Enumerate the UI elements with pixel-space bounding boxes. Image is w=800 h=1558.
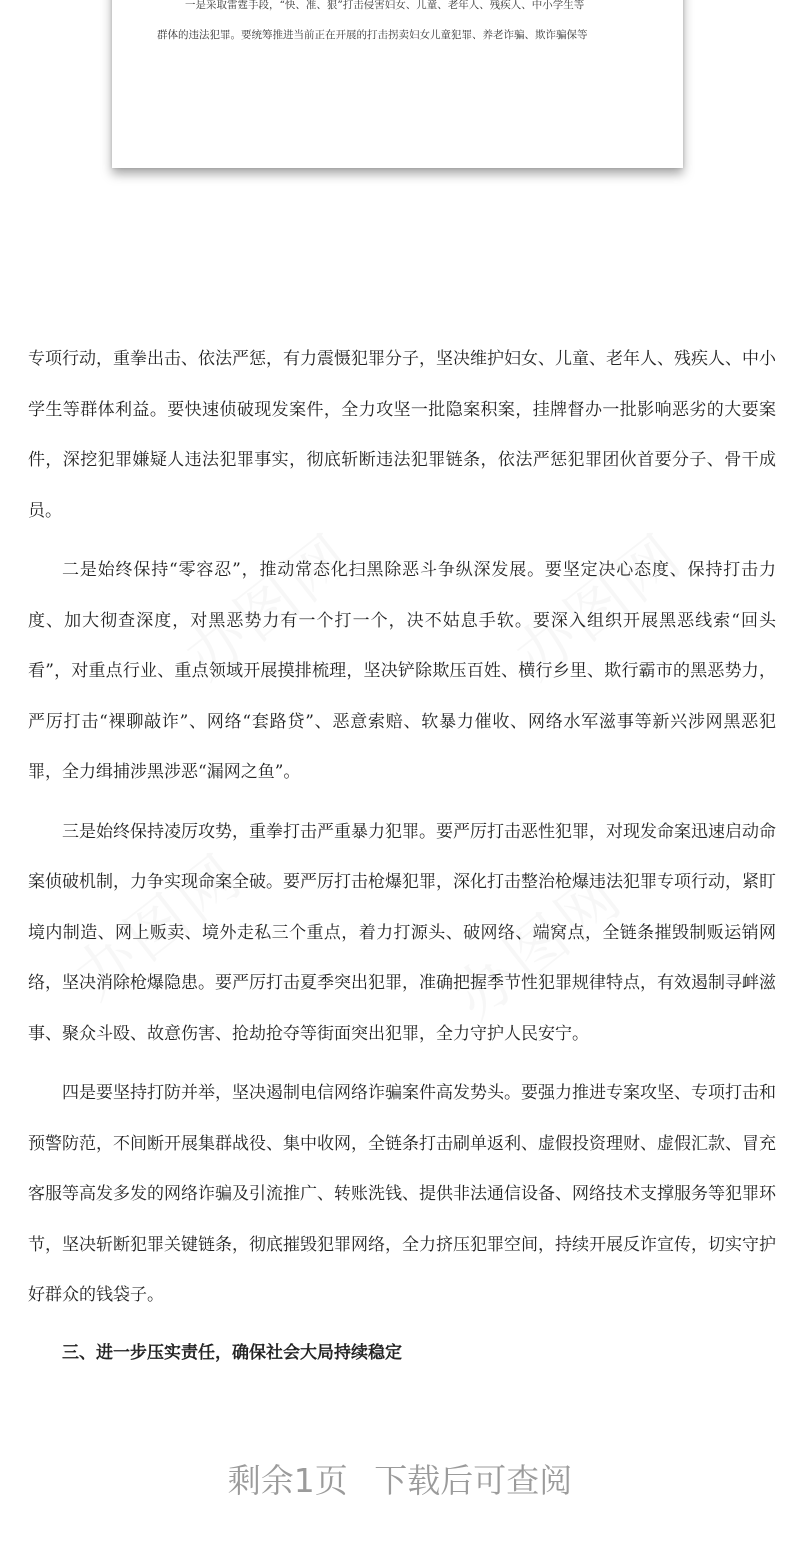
preview-text-line: 群体的违法犯罪。要统筹推进当前正在开展的打击拐卖妇女儿童犯罪、养老诈骗、欺诈骗保等: [157, 29, 588, 41]
paragraph-violent-crime: 三是始终保持凌厉攻势，重拳打击严重暴力犯罪。要严厉打击恶性犯罪，对现发命案迅速启动命案侦破机制，力争实现命案全破。要严厉打击枪爆犯罪，深化打击整治枪爆违法犯罪专项行动，紧盯境内制造、网上贩卖、境外走私三个重点，着力打源头、破网络、端窝点，全链条摧毁制贩运销网络，坚决消除枪爆隐患。要严厉打击夏季突出犯罪，准确把握季节性犯罪规律特点，有效遏制寻衅滋事、聚众斗殴、故意伤害、抢劫抢夺等街面突出犯罪，全力守护人民安宁。: [28, 821, 776, 1044]
paragraph-continuation: 专项行动，重拳出击、依法严惩，有力震慑犯罪分子，坚决维护妇女、儿童、老年人、残疾人、中小学生等群体利益。要快速侦破现发案件，全力攻坚一批隐案积案，挂牌督办一批影响恶劣的大要案件，深挖犯罪嫌疑人违法犯罪事实，彻底斩断违法犯罪链条，依法严惩犯罪团伙首要分子、骨干成员。: [28, 349, 776, 521]
watermark: 办图网: [61, 840, 257, 1014]
paragraph-zero-tolerance: 二是始终保持“零容忍”，推动常态化扫黑除恶斗争纵深发展。要坚定决心态度、保持打击力度、加大彻查深度，对黑恶势力有一个打一个，决不姑息手软。要深入组织开展黑恶线索“回头看”，对重点行业、重点领域开展摸排梳理，坚决铲除欺压百姓、横行乡里、欺行霸市的黑恶势力，严厉打击“裸聊敲诈”、网络“套路贷”、恶意索赔、软暴力催收、网络水军滋事等新兴涉网黑恶犯罪，全力缉捕涉黑涉恶“漏网之鱼”。: [28, 560, 776, 782]
preview-page-card: [112, 0, 683, 168]
preview-text-line: 一是采取雷霆手段，“快、准、狠”打击侵害妇女、儿童、老年人、残疾人、中小学生等: [185, 0, 585, 11]
watermark: 办图网: [441, 860, 637, 1034]
watermark: 办图网: [171, 520, 367, 694]
document-body: [28, 334, 776, 1373]
paragraph-telecom-fraud: 四是要坚持打防并举，坚决遏制电信网络诈骗案件高发势头。要强力推进专案攻坚、专项打击和预警防范，不间断开展集群战役、集中收网，全链条打击刷单返利、虚假投资理财、虚假汇款、冒充客服等高发多发的网络诈骗及引流推广、转账洗钱、提供非法通信设备、网络技术支撑服务等犯罪环节，坚决斩断犯罪关键链条，彻底摧毁犯罪网络，全力挤压犯罪空间，持续开展反诈宣传，切实守护好群众的钱袋子。: [28, 1083, 776, 1305]
section-heading: 三、进一步压实责任，确保社会大局持续稳定: [62, 1342, 402, 1363]
remaining-pages-notice[interactable]: 剩余1页 下载后可查阅: [227, 1461, 573, 1500]
watermark: 办图网: [501, 520, 697, 694]
